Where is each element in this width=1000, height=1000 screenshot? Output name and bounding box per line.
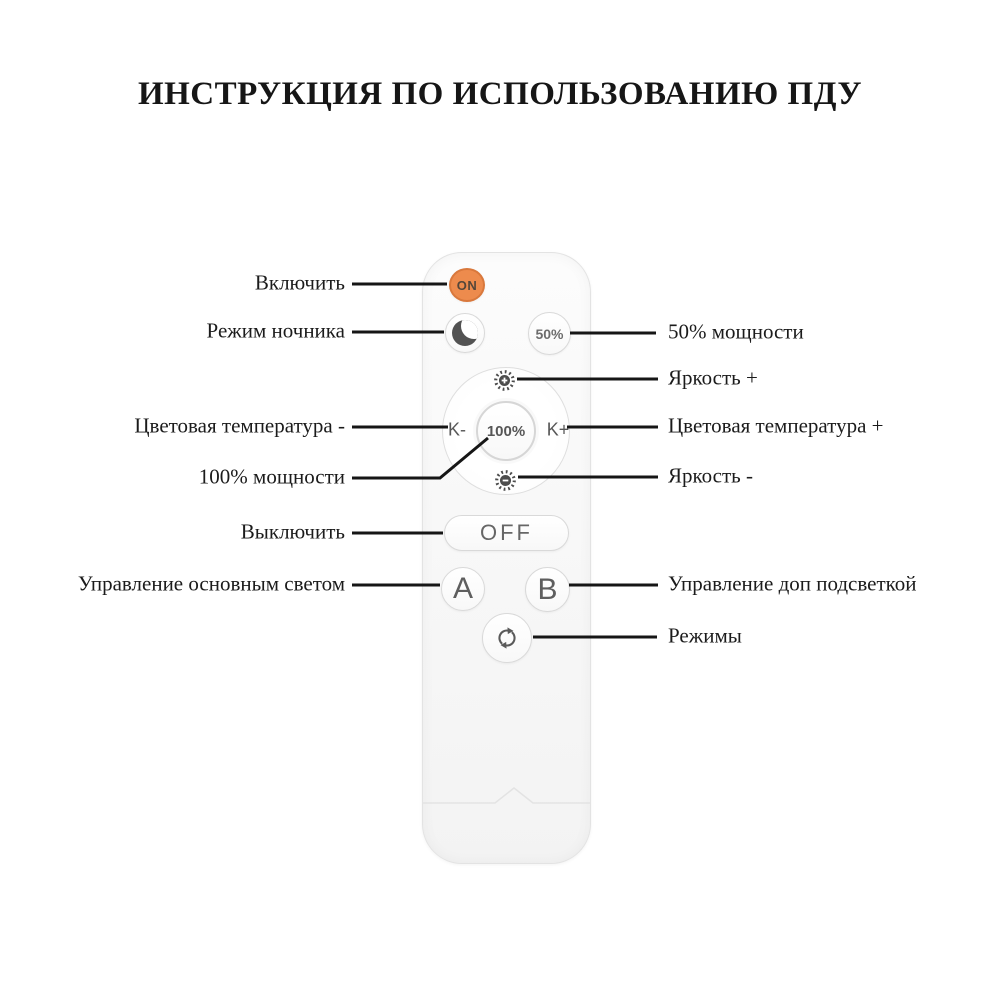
label-half-power: 50% мощности bbox=[668, 319, 804, 344]
page-title: ИНСТРУКЦИЯ ПО ИСПОЛЬЗОВАНИЮ ПДУ bbox=[137, 76, 863, 112]
night-mode-button[interactable] bbox=[445, 313, 485, 353]
label-power-off: Выключить bbox=[240, 519, 345, 544]
aux-light-button[interactable]: B bbox=[525, 567, 570, 612]
cycle-arrows-icon bbox=[492, 623, 522, 653]
sun-plus-icon bbox=[493, 369, 516, 392]
color-temp-minus-button[interactable]: K- bbox=[448, 419, 466, 440]
label-brightness-down: Яркость - bbox=[668, 463, 753, 488]
main-light-button[interactable]: A bbox=[441, 567, 485, 611]
label-modes: Режимы bbox=[668, 623, 742, 648]
half-power-button[interactable]: 50% bbox=[528, 312, 571, 355]
sun-minus-icon bbox=[494, 469, 517, 492]
remote-body bbox=[422, 252, 591, 864]
label-full-power: 100% мощности bbox=[198, 464, 345, 489]
modes-button[interactable] bbox=[482, 613, 532, 663]
label-brightness-up: Яркость + bbox=[668, 365, 758, 390]
full-power-button[interactable]: 100% bbox=[476, 401, 536, 461]
color-temp-plus-button[interactable]: K+ bbox=[546, 419, 570, 440]
label-aux-light: Управление доп подсветкой bbox=[668, 571, 917, 596]
power-on-button[interactable]: ON bbox=[449, 268, 485, 302]
brightness-up-button[interactable] bbox=[493, 369, 516, 392]
label-night-mode: Режим ночника bbox=[206, 318, 345, 343]
label-color-temp-plus: Цветовая температура + bbox=[668, 413, 884, 438]
label-color-temp-minus: Цветовая температура - bbox=[134, 413, 345, 438]
power-off-button[interactable]: OFF bbox=[444, 515, 569, 551]
label-main-light: Управление основным светом bbox=[77, 571, 345, 596]
label-power-on: Включить bbox=[254, 270, 345, 295]
brightness-down-button[interactable] bbox=[494, 469, 517, 492]
moon-icon bbox=[452, 320, 478, 346]
